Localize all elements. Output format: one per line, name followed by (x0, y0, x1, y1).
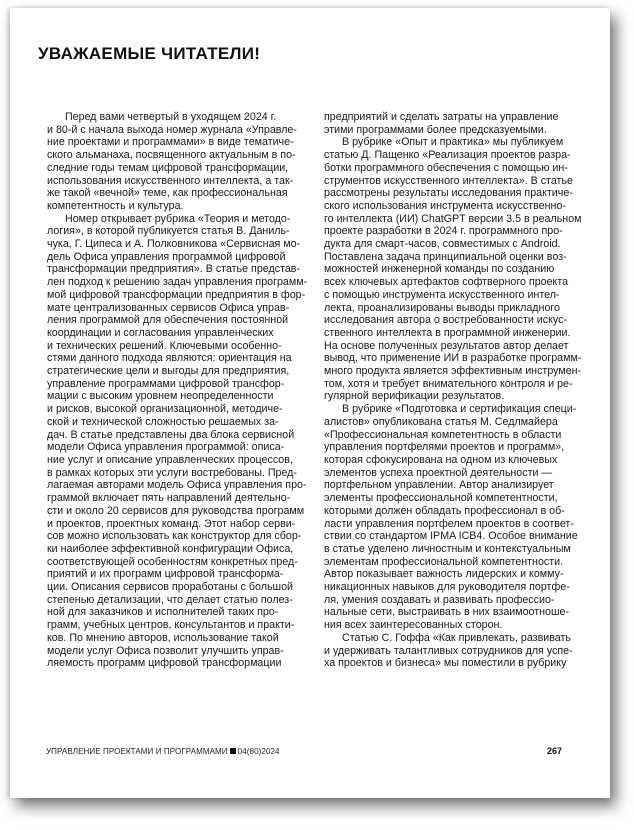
page-title: УВАЖАЕМЫЕ ЧИТАТЕЛИ! (38, 44, 261, 63)
text-line (47, 187, 292, 200)
text-line-content: использования искусственного интеллекта, а так- (47, 174, 294, 187)
text-line-content: приятий и их программ цифровой трансформа- (47, 568, 284, 581)
text-line (47, 314, 292, 327)
text-line-content: ля, умения создавать и развивать профессио- (324, 593, 555, 606)
text-line-content: вывод, что применение ИИ в разработке программ- (324, 352, 582, 365)
text-line (324, 594, 574, 607)
text-line-content: сов можно использовать как конструктор для сбор- (47, 530, 302, 543)
text-line (47, 645, 292, 658)
text-line-content: модели Офиса управления программой: описа- (47, 441, 285, 454)
text-line (324, 632, 574, 645)
text-line (324, 251, 574, 264)
text-line (324, 276, 574, 289)
text-line (324, 518, 574, 531)
text-line-content: степенью детализации, что делает статью полез- (47, 593, 293, 606)
text-line (324, 657, 574, 670)
text-line-content: ки наиболее эффективной конфигурации Офиса, (47, 542, 294, 555)
text-line-content: статью Д. Пащенко «Реализация проектов разра- (324, 149, 571, 162)
text-line-content: которыми должен обладать профессионал в об- (324, 504, 565, 517)
text-line (324, 365, 582, 378)
text-line (47, 428, 295, 442)
text-line (47, 200, 292, 213)
text-line-content: и проектов, проектных команд. Этот набор серви- (47, 517, 296, 530)
text-line (324, 454, 574, 467)
text-line (47, 136, 292, 149)
text-line (47, 594, 292, 607)
text-line (47, 492, 292, 505)
text-line (47, 530, 302, 543)
text-line (47, 162, 292, 175)
text-line-content: никационных навыков для руководителя портфе- (324, 581, 570, 594)
text-line-content: элементам профессиональной компетентности. (324, 555, 564, 568)
text-line (47, 378, 292, 391)
text-line (324, 378, 574, 391)
text-line (324, 263, 574, 276)
text-line-content: же такой «вечной» теме, как профессиональная (47, 187, 288, 200)
text-line (324, 619, 574, 632)
text-line (324, 467, 574, 480)
text-line (47, 213, 292, 226)
text-line-content: мате централизованных сервисов Офиса управ- (47, 301, 290, 314)
text-line (324, 187, 574, 200)
text-line (324, 645, 574, 658)
text-line (324, 124, 574, 137)
text-line (324, 606, 574, 619)
text-line-content: много продукта является эффективным инструмен- (324, 365, 582, 378)
text-line-content: «Профессиональная компетентность в области (324, 428, 562, 441)
text-line-content: предприятий и сделать затраты на управление (324, 111, 559, 123)
text-line-content: ственного интеллекта в программной инженерии. (324, 326, 571, 339)
text-line (324, 492, 574, 505)
text-line (324, 200, 574, 213)
text-line (324, 441, 574, 454)
text-line-content: элементов успеха проектной деятельности — (324, 466, 553, 479)
text-line (324, 543, 574, 556)
text-line (324, 162, 574, 175)
text-line (324, 225, 574, 238)
text-line-content: го интеллекта (ИИ) ChatGPT версии 3.5 в реальном (324, 212, 582, 225)
text-line-content: рассмотрены результаты исследования практиче- (324, 187, 573, 200)
text-line (324, 238, 574, 251)
text-line (324, 352, 582, 365)
text-line-content: нальные сети, выстраивать в них взаимоотноше- (324, 606, 570, 619)
text-line (324, 212, 582, 226)
text-line-content: грамм, учебных центров, консультантов и практи- (47, 619, 295, 632)
text-line (324, 429, 574, 442)
text-line (47, 302, 292, 315)
text-line-content: В рубрике «Подготовка и сертификация специ- (342, 403, 577, 416)
text-line (47, 288, 306, 302)
left-column (47, 111, 308, 670)
text-line-content: управление программами цифровой трансфор- (47, 377, 285, 390)
text-line (47, 543, 292, 556)
right-column (324, 111, 582, 670)
text-line (324, 530, 578, 543)
text-line (47, 276, 308, 289)
text-line-content: ского альманаха, посвященного актуальным в по- (47, 149, 296, 162)
text-line (47, 619, 295, 632)
text-line (324, 302, 574, 315)
text-line-content: проекте разработки в 2024 г. программного про- (324, 225, 563, 238)
text-line-content: Номер открывает рубрика «Теория и методо- (65, 212, 291, 225)
text-line (47, 123, 297, 137)
text-line-content: лекта, проанализированы выводы прикладного (324, 301, 560, 314)
text-line-content: ние проектами и программами» в виде тематиче- (47, 136, 294, 149)
text-line (324, 416, 574, 429)
text-line-content: следние годы темам цифровой трансформации, (47, 161, 289, 174)
text-line (324, 149, 574, 162)
text-line (47, 632, 292, 645)
text-line (47, 479, 307, 492)
text-line-content: ботки программного обеспечения с помощью ин- (324, 161, 568, 174)
text-line-content: ского использования инструмента искусственно- (324, 199, 566, 212)
text-line (324, 327, 574, 340)
text-line (47, 657, 292, 670)
text-line-content: лагаемая авторами модель Офиса управления про- (47, 479, 307, 492)
text-line-content: мации с высоким уровнем неопределенности (47, 390, 274, 403)
text-line-content: в рамках которых эти услуги востребованы. Пред- (47, 466, 297, 479)
text-line-content: дукта для смарт-часов, совместимых с Android. (324, 238, 561, 251)
footer-separator-square (230, 748, 236, 754)
text-line (47, 390, 292, 403)
text-line (324, 403, 577, 416)
text-line (47, 365, 292, 378)
text-line-content: дач. В статье представлены два блока сервисной (47, 428, 295, 441)
text-line-content: стями данного подхода являются: ориентация на (47, 352, 292, 365)
text-line-content: портфельном управлении. Автор анализирует (324, 479, 554, 492)
text-line-content: элементы профессиональной компетентности, (324, 492, 558, 505)
text-line-content: соответствующей особенностям конкретных пред- (47, 555, 298, 568)
text-line-content: трансформации предприятия». В статье представ- (47, 263, 301, 276)
text-line (47, 504, 305, 518)
text-line-content: и технических решений. Ключевыми особенно- (47, 339, 282, 352)
text-line-content: Автор показывает важность лидерских и комму- (324, 568, 564, 581)
footer-journal-name: УПРАВЛЕНИЕ ПРОЕКТАМИ И ПРОГРАММАМИ (46, 747, 228, 756)
page-number: 267 (547, 746, 563, 756)
text-line-content: том, хотя и требует внимательного контроля и ре- (324, 377, 573, 390)
text-line (47, 555, 298, 569)
text-line-content: ков. По мнению авторов, использование такой (47, 631, 279, 644)
text-line (47, 111, 292, 124)
text-line-content: Статью С. Гоффа «Как привлекать, развивать (342, 631, 571, 644)
text-line (47, 441, 292, 454)
text-line-content: ствии со стандартом IPMA ICB4. Особое внимание (324, 530, 578, 543)
text-line (47, 568, 292, 581)
text-line-content: ние услуг и описание управленческих процессов, (47, 453, 293, 466)
text-line (47, 581, 292, 594)
text-line-content: чука, Г. Ципеса и А. Полковникова «Сервисная мо- (47, 238, 301, 251)
text-line-content: дель Офиса управления программой цифровой (47, 250, 286, 263)
text-line-content: которая сфокусирована на одном из ключевых (324, 453, 558, 466)
text-line-content: ния всех заинтересованных сторон. (324, 619, 503, 632)
text-line-content: компетентность и культура. (47, 199, 184, 212)
text-line-content: В рубрике «Опыт и практика» мы публикуем (342, 136, 564, 149)
text-line (324, 111, 574, 124)
text-line-content: модели услуг Офиса позволит улучшить управ- (47, 644, 284, 657)
text-line (324, 136, 574, 149)
text-line (324, 390, 574, 403)
text-line (324, 568, 574, 581)
text-line-content: ляемость программ цифровой трансформации (47, 657, 282, 670)
text-line-content: ха проектов и бизнеса» мы поместили в рубрику (324, 657, 567, 670)
text-line-content: ской и технической сложностью решаемых за- (47, 415, 279, 428)
text-line-content: логия», в которой публикуется статья В. Даниль- (47, 225, 290, 238)
text-line-content: ной для заказчиков и исполнителей таких про- (47, 606, 279, 619)
text-line-content: и удерживать талантливых сотрудников для успе- (324, 644, 573, 657)
text-line-content: ласти управления портфелем проектов в соответ- (324, 517, 574, 530)
text-line (47, 225, 292, 238)
text-line (47, 340, 292, 353)
text-line (47, 606, 292, 619)
text-line-content: мой цифровой трансформации предприятия в фор- (47, 288, 306, 301)
text-line-content: Перед вами четвертый в уходящем 2024 г. (65, 111, 277, 123)
text-line-content: исследования автора о востребованности искус- (324, 314, 568, 327)
text-line (47, 238, 301, 251)
text-line-content: с помощью инструмента искусственного интел- (324, 288, 560, 301)
text-line-content: координации и согласования управленческих (47, 326, 274, 339)
text-line (47, 517, 296, 531)
text-line (324, 175, 574, 188)
text-line (324, 479, 574, 492)
text-line-content: этими программами более предсказуемыми. (324, 123, 547, 136)
text-line-content: лен подход к решению задач управления программ- (47, 276, 308, 289)
text-line-content: и рисков, высокой организационной, методиче- (47, 403, 283, 416)
text-line-content: На основе полученных результатов автор делает (324, 339, 569, 352)
journal-page (10, 8, 610, 798)
text-line-content: можностей инженерной команды по созданию (324, 263, 555, 276)
text-line-content: струментов искусственного интеллекта». В статье (324, 174, 573, 187)
text-line-content: сти и около 20 сервисов для руководства программ (47, 504, 305, 517)
text-line-content: Поставлена задача принципиальной оценки воз- (324, 250, 567, 263)
text-line-content: алистов» опубликована статья М. Седлмайера (324, 415, 558, 428)
text-line (47, 175, 292, 188)
footer-issue: 04(80)2024 (237, 747, 280, 756)
text-line (324, 556, 574, 569)
text-line (324, 289, 574, 302)
footer-journal-info (46, 747, 280, 756)
text-line (47, 251, 292, 264)
text-line (324, 505, 574, 518)
text-line-content: в статье уделено личностным и контекстуальным (324, 542, 571, 555)
text-line-content: управления портфелями проектов и программ», (324, 441, 565, 454)
text-line (324, 581, 574, 594)
text-line (47, 352, 292, 365)
text-line-content: ции. Описания сервисов проработаны с большой (47, 581, 294, 594)
text-line (47, 416, 292, 429)
text-line-content: всех ключевых артефактов софтверного проекта (324, 276, 569, 289)
text-line-content: гулярной верификации результатов. (324, 390, 505, 403)
text-line (47, 263, 301, 276)
text-line-content: и 80-й с начала выхода номер журнала «Управле- (47, 123, 297, 136)
text-line (47, 149, 296, 162)
text-line-content: ления программой для обеспечения постоянной (47, 314, 289, 327)
text-line-content: стратегические цели и выгоды для предприятия, (47, 365, 290, 378)
text-line-content: граммой включает пять направлений деятельно- (47, 492, 291, 505)
text-line (324, 314, 574, 327)
text-line (47, 454, 292, 467)
text-line (47, 466, 297, 480)
text-line (47, 403, 292, 416)
text-line (324, 340, 574, 353)
text-line (47, 327, 292, 340)
